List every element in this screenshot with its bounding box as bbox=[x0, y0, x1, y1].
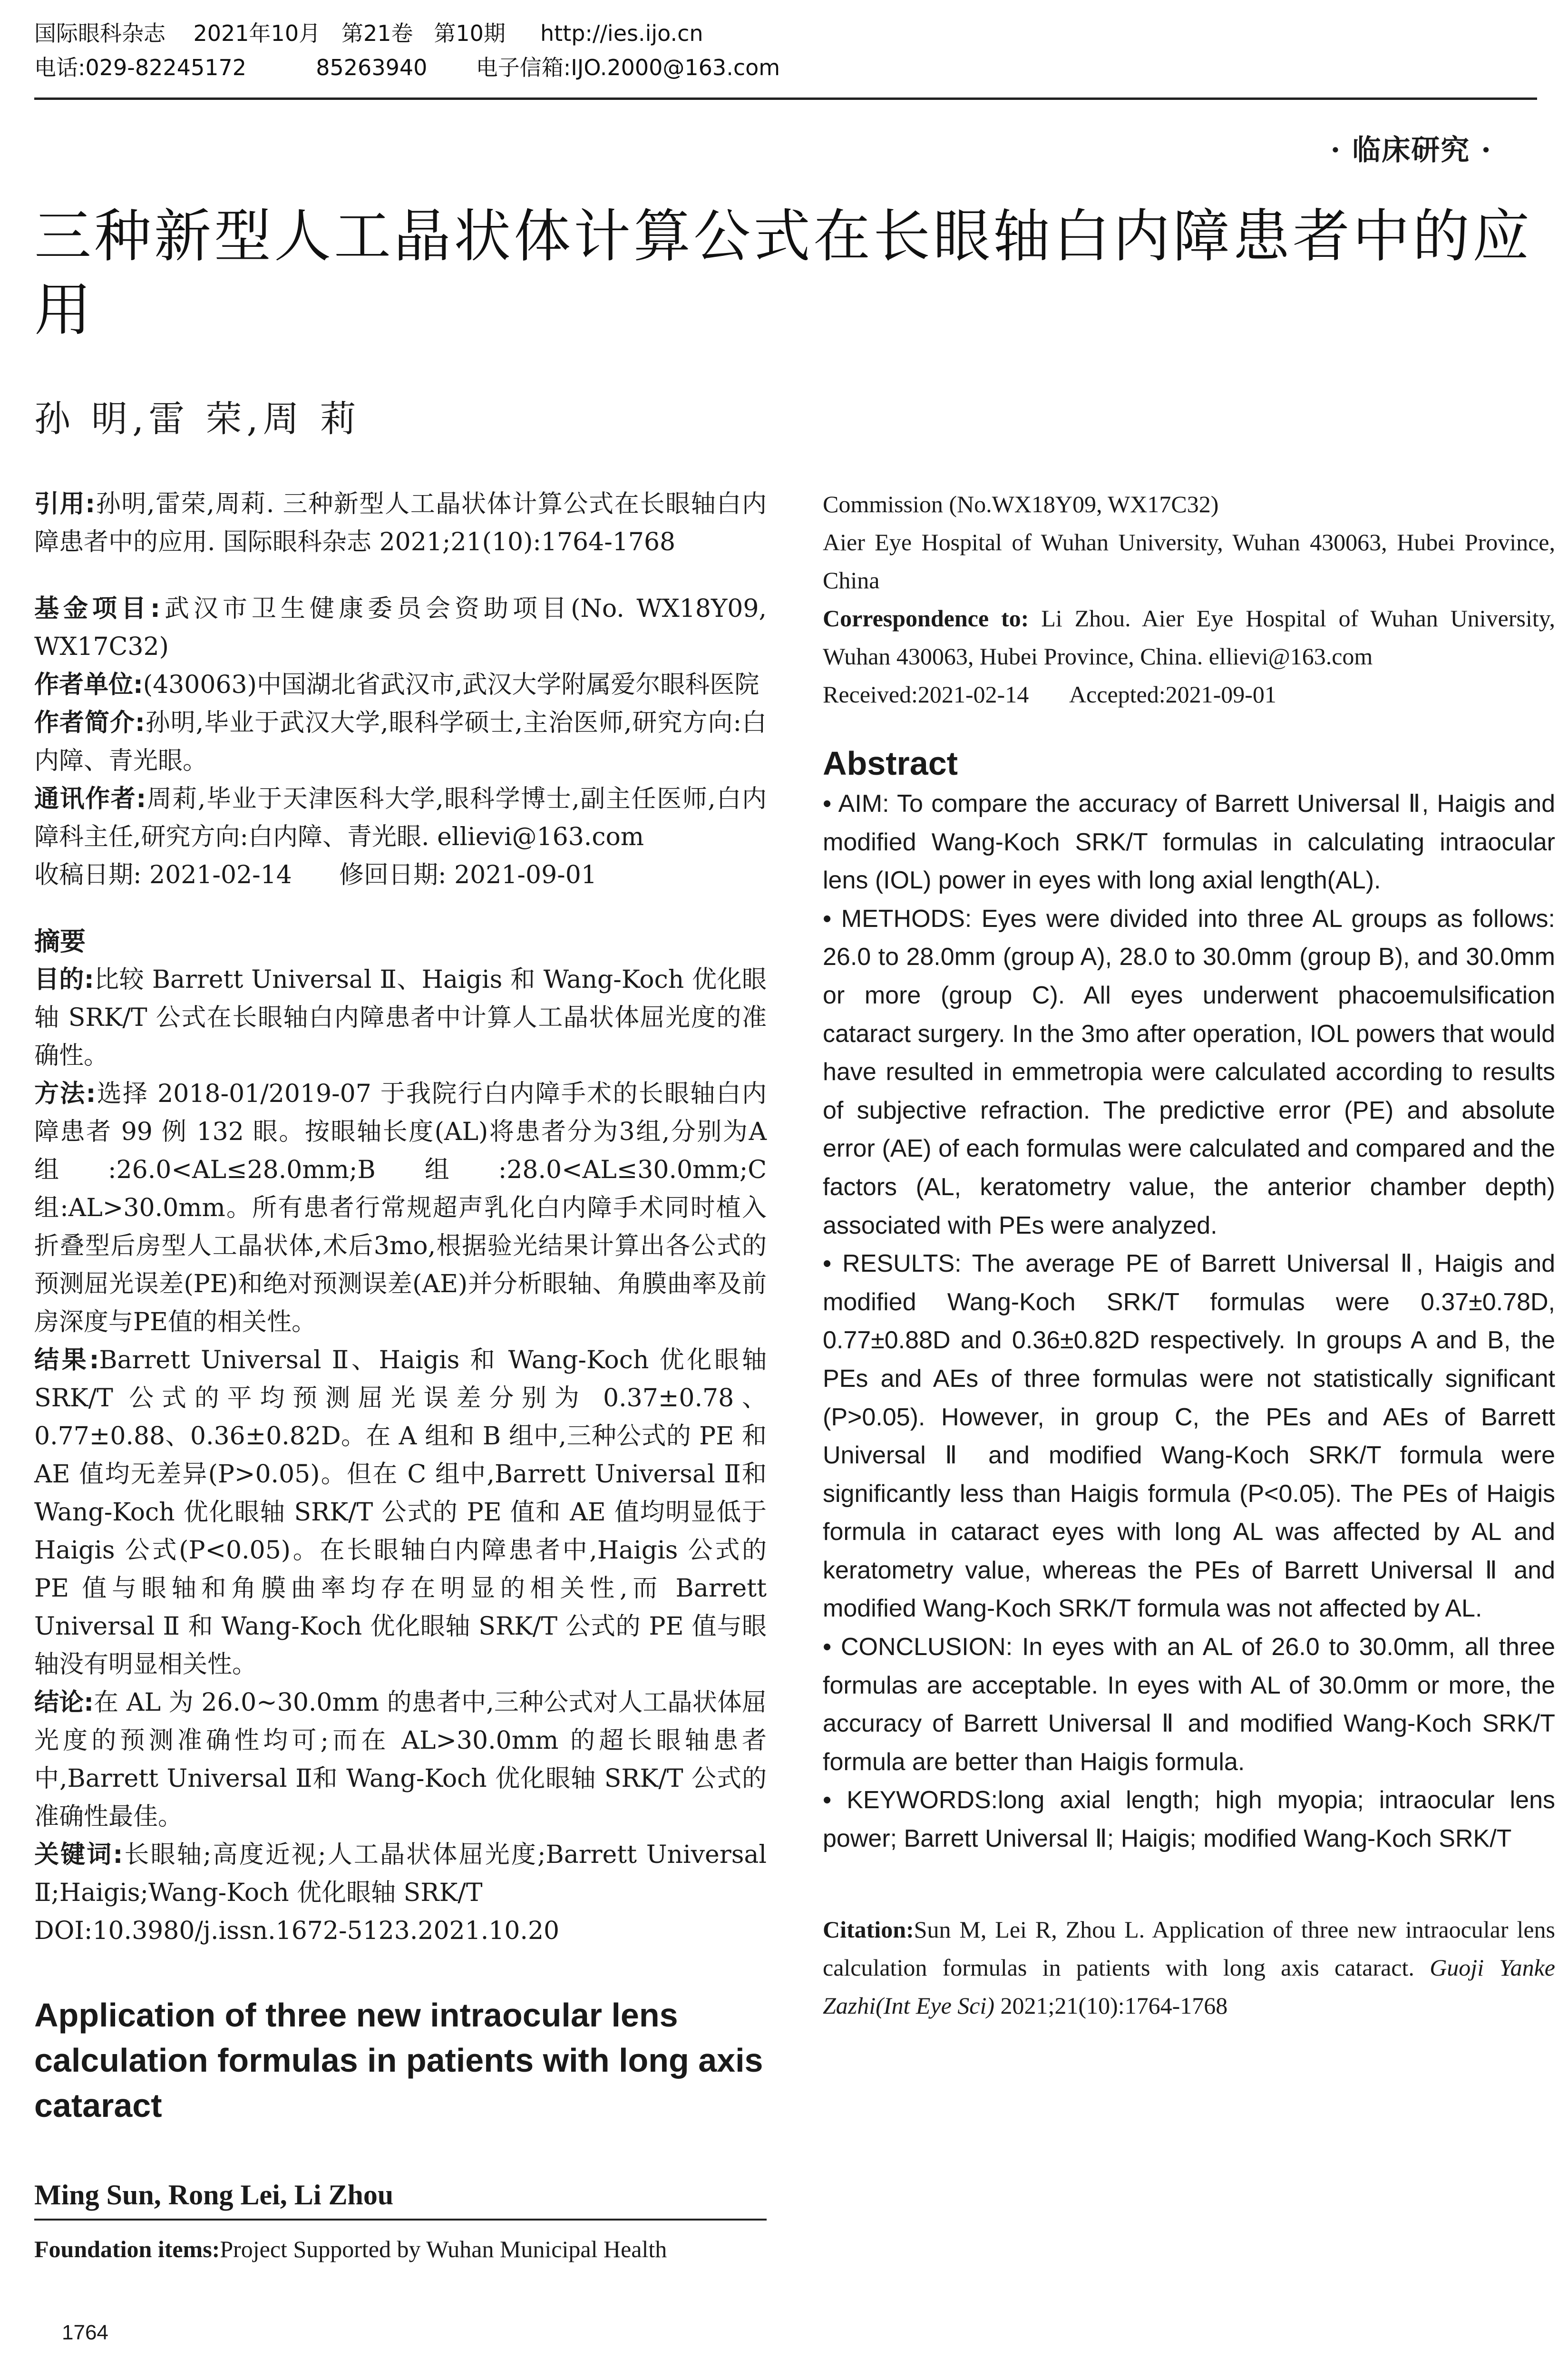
article-title-en: Application of three new intraocular lens calculation formulas in patients with long axis cataract bbox=[34, 1997, 763, 2124]
correspondence-en bbox=[823, 599, 1555, 675]
commission-en: Commission (No.WX18Y09, WX17C32) bbox=[823, 491, 1219, 517]
keywords-cn bbox=[34, 1836, 767, 1912]
aim-text: 比较 Barrett Universal Ⅱ、Haigis 和 Wang-Koch 优化眼轴 SRK/T 公式在长眼轴白内障患者中计算人工晶状体屈光度的准确性。 bbox=[34, 965, 767, 1070]
affiliation-en: Aier Eye Hospital of Wuhan University, Wuhan 430063, Hubei Province, China bbox=[823, 529, 1555, 594]
dates-cn: 收稿日期: 2021-02-14 修回日期: 2021-09-01 bbox=[34, 861, 597, 889]
methods-text: 选择 2018-01/2019-07 于我院行白内障手术的长眼轴白内障患者 99 例 132 眼。按眼轴长度(AL)将患者分为3组,分别为A组:26.0<AL≤28.0mm;B组:28.0<AL≤30.0mm;C组:AL>30.0mm。所有患者行常规超声乳化白内障手术同时植入折叠型后房型人工晶状体,术后3mo,根据验光结果计算出各公式的预测屈光误差(PE)和绝对预测误差(AE)并分析眼轴、角膜曲率及前房深度与PE值的相关性。 bbox=[34, 1080, 767, 1336]
corr-text: 周莉,毕业于天津医科大学,眼科学博士,副主任医师,白内障科主任,研究方向:白内障、青光眼. ellievi@163.com bbox=[34, 785, 767, 851]
citation-en bbox=[823, 1910, 1555, 2025]
page-number: 1764 bbox=[62, 2321, 108, 2344]
results-label: 结果: bbox=[34, 1346, 99, 1374]
received-en: Received:2021-02-14 Accepted:2021-09-01 bbox=[823, 681, 1276, 708]
keywords-en: • KEYWORDS:long axial length; high myopia; intraocular lens power; Barrett Universal Ⅱ; Haigis; modified Wang-Koch SRK/T bbox=[823, 1786, 1555, 1853]
bio-cn bbox=[34, 704, 767, 780]
citation-label: 引用: bbox=[34, 490, 96, 518]
fund-text: 武汉市卫生健康委员会资助项目(No. WX18Y09, WX17C32) bbox=[34, 594, 767, 661]
foundation-text: Project Supported by Wuhan Municipal Health bbox=[220, 2236, 667, 2262]
methods-en: • METHODS: Eyes were divided into three AL groups as follows: 26.0 to 28.0mm (group A), 28.0 to 30.0mm (group B), and 30.0mm or more (group C). All eyes underwent phacoemulsification cataract surgery. In the 3mo after operation, IOL powers that would have resulted in emmetropia were calculated according to results of subjective refraction. The predictive error (PE) and absolute error (AE) of each formulas were calculated and compared and the factors (AL, keratometry value, the anterior chamber depth) associated with PEs were analyzed. bbox=[823, 905, 1555, 1239]
aim-label: 目的: bbox=[34, 965, 94, 994]
corr-cn bbox=[34, 780, 767, 856]
unit-label: 作者单位: bbox=[34, 671, 143, 699]
authors-cn: 孙 明,雷 荣,周 莉 bbox=[34, 398, 361, 440]
right-column bbox=[823, 485, 1555, 2025]
results-cn bbox=[34, 1341, 767, 1684]
section-tag: · 临床研究 · bbox=[1330, 134, 1492, 167]
authors-rule bbox=[34, 2219, 767, 2221]
conclusion-cn bbox=[34, 1684, 767, 1836]
foundation-label: Foundation items: bbox=[34, 2236, 220, 2262]
correspondence-text: Li Zhou. Aier Eye Hospital of Wuhan University, Wuhan 430063, Hubei Province, China. ellievi@163.com bbox=[823, 605, 1555, 670]
fund-cn bbox=[34, 590, 767, 666]
citation-en-journal: Guoji Yanke Zazhi(Int Eye Sci) bbox=[823, 1954, 1555, 2019]
left-column bbox=[34, 485, 767, 2268]
conclusion-en: • CONCLUSION: In eyes with an AL of 26.0 to 30.0mm, all three formulas are acceptable. In eyes with AL of 30.0mm or more, the accuracy of Barrett Universal Ⅱ and modified Wang-Koch SRK/T formula are better than Haigis formula. bbox=[823, 1633, 1555, 1776]
aim-en: • AIM: To compare the accuracy of Barrett Universal Ⅱ, Haigis and modified Wang-Koch SRK/T formulas in calculating intraocular lens (IOL) power in eyes with long axial length(AL). bbox=[823, 790, 1555, 895]
keywords-text: 长眼轴;高度近视;人工晶状体屈光度;Barrett Universal Ⅱ;Haigis;Wang-Koch 优化眼轴 SRK/T bbox=[34, 1841, 767, 1907]
journal-header-line2: 电话:029-82245172 85263940 电子信箱:IJO.2000@163.com bbox=[34, 55, 780, 80]
abstract-head-cn: 摘要 bbox=[34, 926, 86, 956]
conclusion-label: 结论: bbox=[34, 1688, 94, 1717]
journal-header-line1: 国际眼科杂志 2021年10月 第21卷 第10期 http://ies.ijo.cn bbox=[34, 20, 703, 46]
corr-label: 通讯作者: bbox=[34, 785, 146, 813]
results-en: • RESULTS: The average PE of Barrett Universal Ⅱ, Haigis and modified Wang-Koch SRK/T formulas were 0.37±0.78D, 0.77±0.88D and 0.36±0.82D respectively. In groups A and B, the PEs and AEs of three formulas were not statistically significant (P>0.05). However, in group C, the PEs and AEs of Barrett Universal Ⅱ and modified Wang-Koch SRK/T formula were significantly less than Haigis formula (P<0.05). The PEs of Haigis formula in cataract eyes with long AL was affected by AL and keratometry value, whereas the PEs of Barrett Universal Ⅱ and modified Wang-Koch SRK/T formula was not affected by AL. bbox=[823, 1250, 1555, 1623]
foundation-en bbox=[34, 2230, 767, 2268]
header-rule bbox=[34, 97, 1537, 100]
aim-cn bbox=[34, 961, 767, 1075]
bio-text: 孙明,毕业于武汉大学,眼科学硕士,主治医师,研究方向:白内障、青光眼。 bbox=[34, 709, 767, 775]
citation-en-text: Sun M, Lei R, Zhou L. Application of three new intraocular lens calculation formulas in patients with long axis cataract. bbox=[823, 1916, 1555, 1981]
abstract-head-en: Abstract bbox=[823, 745, 958, 782]
conclusion-text: 在 AL 为 26.0~30.0mm 的患者中,三种公式对人工晶状体屈光度的预测准确性均可;而在 AL>30.0mm 的超长眼轴患者中,Barrett Universal Ⅱ和 Wang-Koch 优化眼轴 SRK/T 公式的准确性最佳。 bbox=[34, 1688, 767, 1831]
article-title-cn: 三种新型人工晶状体计算公式在长眼轴白内障患者中的应用 bbox=[34, 204, 1532, 343]
bio-label: 作者简介: bbox=[34, 709, 145, 737]
citation-text: 孙明,雷荣,周莉. 三种新型人工晶状体计算公式在长眼轴白内障患者中的应用. 国际眼科杂志 2021;21(10):1764-1768 bbox=[34, 490, 767, 556]
correspondence-label: Correspondence to: bbox=[823, 605, 1029, 632]
doi: DOI:10.3980/j.issn.1672-5123.2021.10.20 bbox=[34, 1917, 560, 1945]
unit-text: (430063)中国湖北省武汉市,武汉大学附属爱尔眼科医院 bbox=[143, 671, 760, 699]
citation-en-label: Citation: bbox=[823, 1916, 914, 1943]
authors-en: Ming Sun, Rong Lei, Li Zhou bbox=[34, 2179, 394, 2211]
methods-label: 方法: bbox=[34, 1080, 96, 1108]
citation-cn bbox=[34, 485, 767, 561]
citation-en-volume: 2021;21(10):1764-1768 bbox=[994, 1992, 1228, 2019]
fund-label: 基金项目: bbox=[34, 594, 160, 623]
keywords-label: 关键词: bbox=[34, 1841, 123, 1869]
results-text: Barrett Universal Ⅱ、Haigis 和 Wang-Koch 优化眼轴 SRK/T 公式的平均预测屈光误差分别为 0.37±0.78、0.77±0.88、0.36±0.82D。在 A 组和 B 组中,三种公式的 PE 和 AE 值均无差异(P>0.05)。但在 C 组中,Barrett Universal Ⅱ和 Wang-Koch 优化眼轴 SRK/T 公式的 PE 值和 AE 值均明显低于 Haigis 公式(P<0.05)。在长眼轴白内障患者中,Haigis 公式的 PE 值与眼轴和角膜曲率均存在明显的相关性,而 Barrett Universal Ⅱ 和 Wang-Koch 优化眼轴 SRK/T 公式的 PE 值与眼轴没有明显相关性。 bbox=[34, 1346, 767, 1679]
methods-cn bbox=[34, 1075, 767, 1341]
unit-cn bbox=[34, 666, 767, 704]
